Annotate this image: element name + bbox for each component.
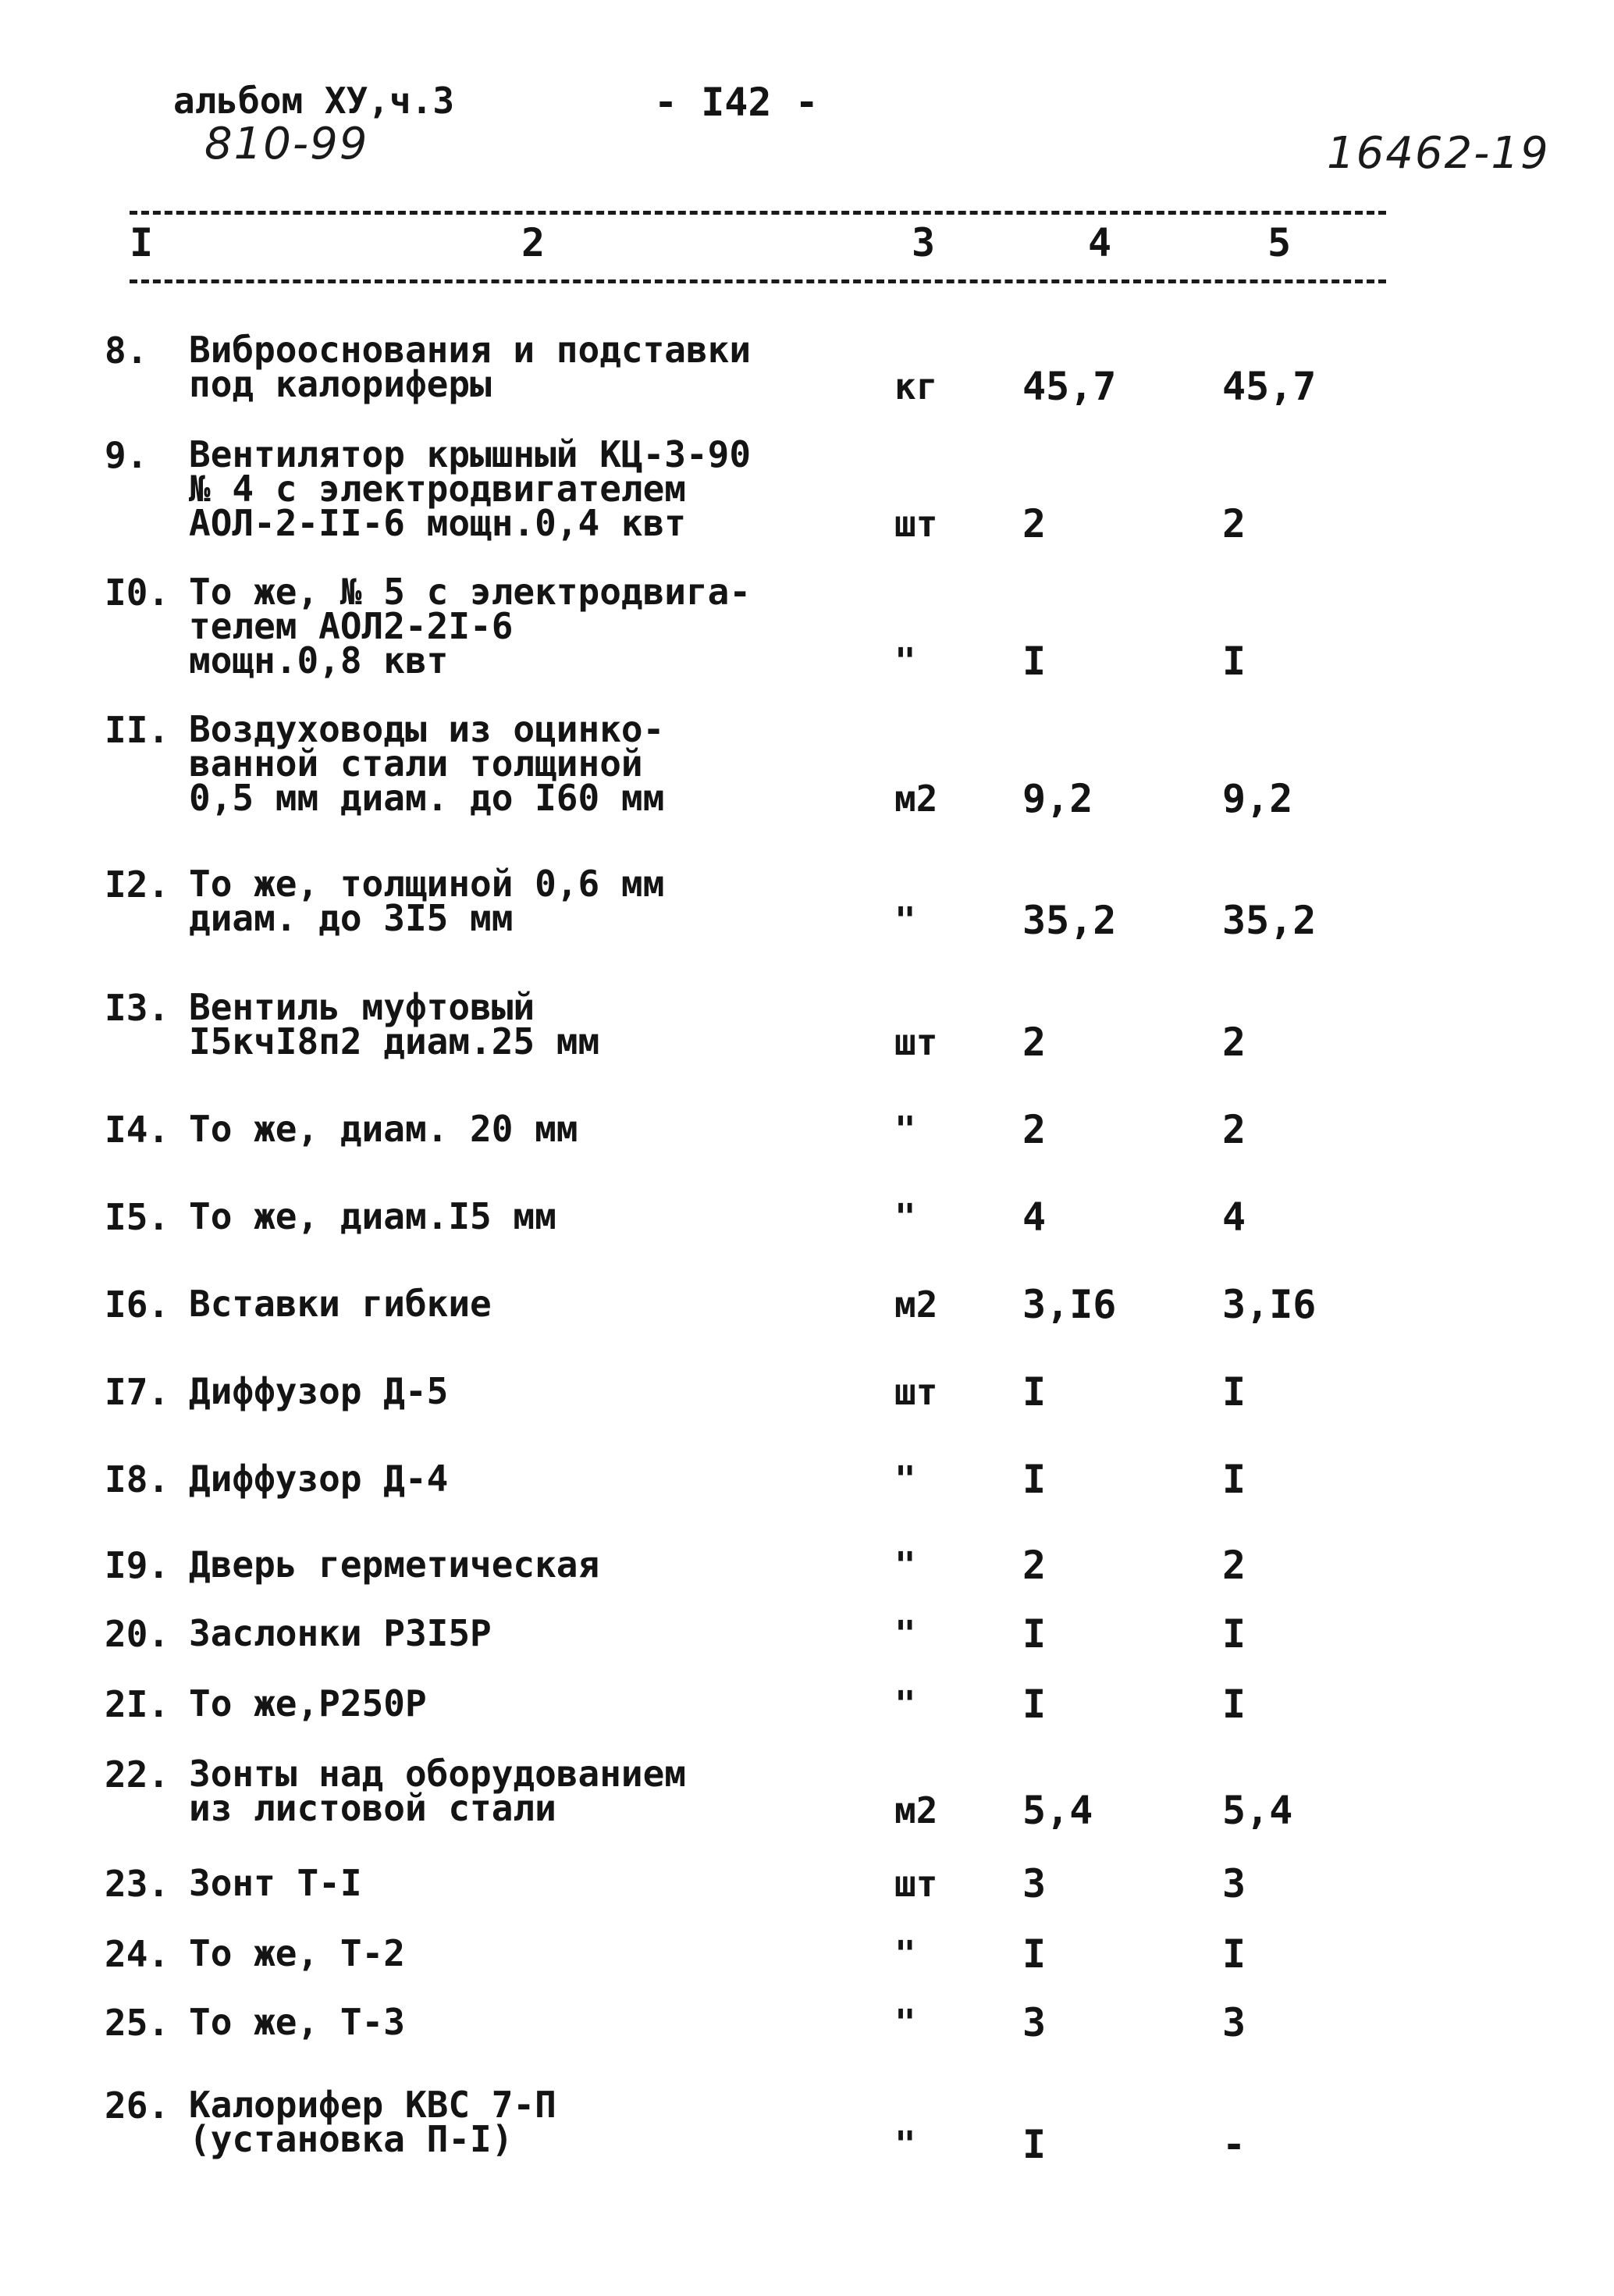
quantity-col-5: I [1222, 1611, 1246, 1657]
table-row [0, 433, 1614, 546]
row-number: I8. [105, 1458, 170, 1500]
item-name: Зонт Т-I [189, 1862, 362, 1904]
quantity-col-5: 2 [1222, 501, 1246, 546]
row-number: 2I. [105, 1683, 170, 1725]
quantity-col-5: 9,2 [1222, 776, 1293, 821]
row-number: 24. [105, 1933, 170, 1975]
unit: шт [894, 1371, 938, 1413]
table-row [0, 1282, 1614, 1327]
quantity-col-4: 3,I6 [1022, 1282, 1117, 1327]
row-number: I0. [105, 571, 170, 614]
row-number: I7. [105, 1371, 170, 1413]
unit: шт [894, 1863, 938, 1905]
quantity-col-4: I [1022, 639, 1047, 684]
unit: " [894, 2123, 916, 2166]
table-row [0, 2000, 1614, 2045]
row-number: I9. [105, 1544, 170, 1586]
item-name: То же, № 5 с электродвига- телем АОЛ2-2I-6 мощн.0,8 квт [189, 571, 752, 682]
unit: " [894, 899, 916, 942]
quantity-col-5: 3,I6 [1222, 1282, 1317, 1327]
quantity-col-5: I [1222, 1931, 1246, 1977]
quantity-col-5: I [1222, 1682, 1246, 1727]
table-row [0, 1611, 1614, 1657]
quantity-col-5: 3 [1222, 1861, 1246, 1906]
page-number: - I42 - [654, 80, 819, 125]
quantity-col-4: I [1022, 1457, 1047, 1502]
table-row [0, 1753, 1614, 1833]
handwritten-code-right: 16462-19 [1327, 128, 1550, 179]
table-row [0, 2084, 1614, 2167]
quantity-col-5: 35,2 [1222, 898, 1317, 943]
quantity-col-4: 45,7 [1022, 364, 1117, 409]
table-row [0, 329, 1614, 409]
quantity-col-5: 2 [1222, 1020, 1246, 1065]
table-row [0, 1369, 1614, 1415]
item-name: Вентиль муфтовый I5кчI8п2 диам.25 мм [189, 986, 600, 1063]
dashed-rule-bottom [130, 279, 1386, 283]
quantity-col-4: 9,2 [1022, 776, 1093, 821]
quantity-col-4: 2 [1022, 1107, 1047, 1152]
row-number: 25. [105, 2002, 170, 2044]
table-row [0, 708, 1614, 821]
quantity-col-5: 45,7 [1222, 364, 1317, 409]
table-row [0, 1543, 1614, 1588]
item-name: Диффузор Д-5 [189, 1370, 449, 1412]
unit: м2 [894, 1789, 938, 1831]
quantity-col-5: I [1222, 639, 1246, 684]
column-number-2: 2 [521, 220, 546, 265]
item-name: Воздуховоды из оцинко- ванной стали толщиной 0,5 мм диам. до I60 мм [189, 708, 665, 819]
unit: шт [894, 503, 938, 545]
item-name: Зонты над оборудованием из листовой стали [189, 1753, 686, 1829]
item-name: То же,Р250Р [189, 1682, 427, 1725]
item-name: То же, диам.I5 мм [189, 1195, 556, 1237]
table-row [0, 571, 1614, 684]
item-name: Вентилятор крышный КЦ-3-90 № 4 с электродвигателем АОЛ-2-II-6 мощн.0,4 квт [189, 433, 752, 544]
unit: " [894, 1613, 916, 1655]
item-name: То же, диам. 20 мм [189, 1108, 578, 1150]
table-row [0, 986, 1614, 1065]
quantity-col-5: I [1222, 1457, 1246, 1502]
row-number: 22. [105, 1753, 170, 1796]
unit: " [894, 640, 916, 682]
quantity-col-5: 2 [1222, 1107, 1246, 1152]
item-name: То же, Т-3 [189, 2001, 405, 2043]
row-number: I2. [105, 863, 170, 906]
quantity-col-4: 3 [1022, 2000, 1047, 2045]
table-row [0, 863, 1614, 943]
item-name: Дверь герметическая [189, 1543, 600, 1586]
column-number-3: 3 [912, 220, 936, 265]
unit: " [894, 1683, 916, 1725]
row-number: I5. [105, 1196, 170, 1238]
table-row [0, 1107, 1614, 1152]
quantity-col-4: 2 [1022, 1020, 1047, 1065]
table-row [0, 1682, 1614, 1727]
row-number: I6. [105, 1283, 170, 1326]
quantity-col-4: 4 [1022, 1194, 1047, 1240]
row-number: I4. [105, 1109, 170, 1151]
quantity-col-4: I [1022, 2122, 1047, 2167]
row-number: 9. [105, 434, 148, 476]
row-number: 20. [105, 1613, 170, 1655]
quantity-col-5: 5,4 [1222, 1788, 1293, 1833]
table-row [0, 1194, 1614, 1240]
quantity-col-4: I [1022, 1682, 1047, 1727]
table-row [0, 1457, 1614, 1502]
quantity-col-4: 3 [1022, 1861, 1047, 1906]
item-name: Заслонки Р3I5Р [189, 1612, 492, 1654]
unit: м2 [894, 778, 938, 820]
quantity-col-5: 2 [1222, 1543, 1246, 1588]
column-number-4: 4 [1088, 220, 1112, 265]
album-reference: альбом ХУ,ч.3 [173, 80, 455, 122]
handwritten-code-left: 810-99 [204, 119, 369, 169]
row-number: I3. [105, 987, 170, 1029]
row-number: 8. [105, 329, 148, 372]
unit: м2 [894, 1283, 938, 1326]
quantity-col-5: 4 [1222, 1194, 1246, 1240]
item-name: То же, Т-2 [189, 1932, 405, 1974]
unit: " [894, 2002, 916, 2044]
item-name: Диффузор Д-4 [189, 1458, 449, 1500]
quantity-col-4: 35,2 [1022, 898, 1117, 943]
quantity-col-5: I [1222, 1369, 1246, 1415]
dashed-rule-top [130, 211, 1386, 215]
row-number: 26. [105, 2084, 170, 2127]
column-number-5: 5 [1267, 220, 1292, 265]
quantity-col-4: 2 [1022, 501, 1047, 546]
unit: " [894, 1544, 916, 1586]
quantity-col-5: - [1222, 2122, 1246, 2167]
table-row [0, 1861, 1614, 1906]
row-number: II. [105, 709, 170, 751]
item-name: Калорифер КВС 7-П (установка П-I) [189, 2084, 556, 2160]
quantity-col-4: 5,4 [1022, 1788, 1093, 1833]
unit: " [894, 1458, 916, 1500]
table-row [0, 1931, 1614, 1977]
quantity-col-5: 3 [1222, 2000, 1246, 2045]
item-name: То же, толщиной 0,6 мм диам. до 3I5 мм [189, 863, 665, 939]
unit: шт [894, 1021, 938, 1063]
unit: " [894, 1109, 916, 1151]
row-number: 23. [105, 1863, 170, 1905]
quantity-col-4: I [1022, 1611, 1047, 1657]
quantity-col-4: I [1022, 1369, 1047, 1415]
unit: кг [894, 365, 938, 408]
unit: " [894, 1196, 916, 1238]
item-name: Виброоснования и подставки под калориферы [189, 329, 752, 405]
quantity-col-4: I [1022, 1931, 1047, 1977]
unit: " [894, 1933, 916, 1975]
column-number-1: I [130, 220, 154, 265]
quantity-col-4: 2 [1022, 1543, 1047, 1588]
item-name: Вставки гибкие [189, 1283, 492, 1325]
